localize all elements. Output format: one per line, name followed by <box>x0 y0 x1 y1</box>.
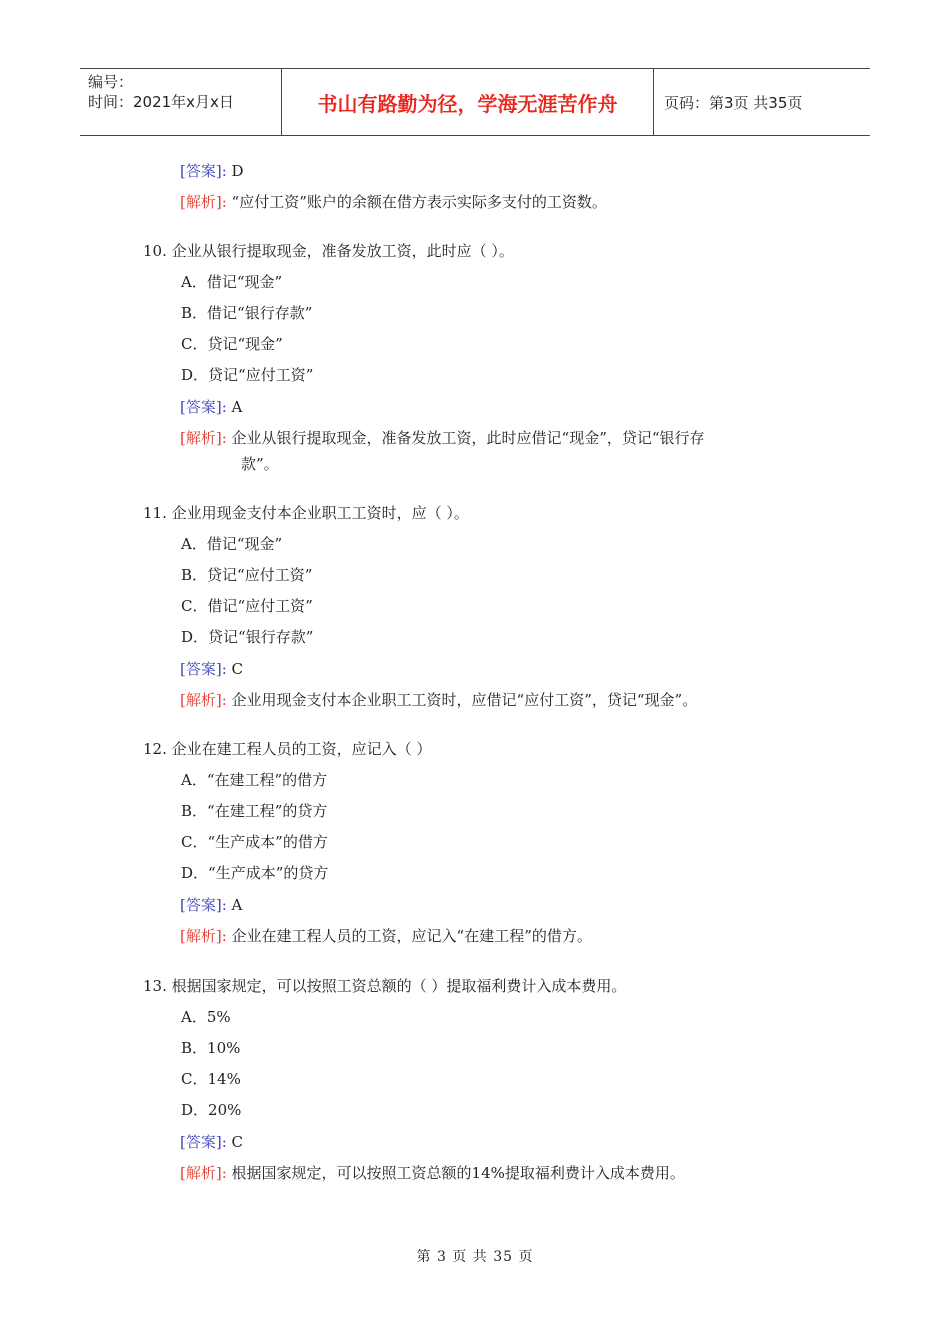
question-stem: 企业在建工程人员的工资，应记入（ ） <box>171 740 432 758</box>
serial-label: 编号： <box>88 73 134 91</box>
option-b: B．贷记“应付工资” <box>181 566 313 584</box>
option-b: B．借记“银行存款” <box>181 304 313 322</box>
question-number: 12. <box>143 740 167 758</box>
question-stem: 根据国家规定，可以按照工资总额的（ ）提取福利费计入成本费用。 <box>171 977 627 995</box>
option-a: A．借记“现金” <box>181 273 283 291</box>
answer-line <box>180 659 243 679</box>
header-motto: 书山有路勤为径，学海无涯苦作舟 <box>282 69 654 135</box>
answer-tag: [答案]: <box>180 1133 227 1151</box>
option-d: D．贷记“银行存款” <box>181 628 314 646</box>
answer-line <box>180 161 244 181</box>
question-number: 11. <box>143 504 167 522</box>
option-d: D．“生产成本”的贷方 <box>181 864 329 882</box>
question-number: 13. <box>143 977 167 995</box>
explanation-tag: [解析]: <box>180 429 227 447</box>
option-a: A．“在建工程”的借方 <box>181 771 328 789</box>
explanation-text: 企业从银行提取现金，准备发放工资，此时应借记“现金”，贷记“银行存 <box>231 429 705 447</box>
explanation-line <box>180 1163 685 1183</box>
question-12 <box>143 739 431 759</box>
page-header <box>80 68 870 136</box>
explanation-line <box>180 428 705 448</box>
option-c: C．借记“应付工资” <box>181 597 313 615</box>
explanation-tag: [解析]: <box>180 1164 227 1182</box>
question-stem: 企业用现金支付本企业职工工资时，应（ ）。 <box>171 504 469 522</box>
explanation-tag: [解析]: <box>180 193 227 211</box>
header-page-info: 页码：第3页 共35页 <box>664 93 803 112</box>
answer-value: A <box>231 896 243 914</box>
explanation-line <box>180 926 592 946</box>
question-10 <box>143 241 514 261</box>
explanation-line <box>180 690 697 710</box>
explanation-text: 根据国家规定，可以按照工资总额的14%提取福利费计入成本费用。 <box>231 1164 685 1182</box>
explanation-text: “应付工资”账户的余额在借方表示实际多支付的工资数。 <box>231 193 607 211</box>
answer-line <box>180 895 242 915</box>
time-label: 时间：2021年x月x日 <box>88 93 234 111</box>
option-a: A．借记“现金” <box>181 535 283 553</box>
option-b: B．10% <box>181 1039 241 1057</box>
answer-value: D <box>231 162 244 180</box>
answer-line <box>180 1132 243 1152</box>
header-meta <box>80 69 282 135</box>
explanation-tag: [解析]: <box>180 927 227 945</box>
answer-line <box>180 397 242 417</box>
question-number: 10. <box>143 242 167 260</box>
answer-value: A <box>231 398 243 416</box>
answer-tag: [答案]: <box>180 398 227 416</box>
answer-value: C <box>231 660 244 678</box>
answer-tag: [答案]: <box>180 660 227 678</box>
explanation-text: 企业用现金支付本企业职工工资时，应借记“应付工资”，贷记“现金”。 <box>231 691 698 709</box>
explanation-line <box>180 192 607 212</box>
option-d: D．贷记“应付工资” <box>181 366 314 384</box>
option-b: B．“在建工程”的贷方 <box>181 802 328 820</box>
option-a: A．5% <box>181 1008 231 1026</box>
option-c: C．贷记“现金” <box>181 335 283 353</box>
explanation-continuation: 款”。 <box>241 455 279 473</box>
answer-value: C <box>231 1133 244 1151</box>
question-11 <box>143 503 469 523</box>
option-d: D．20% <box>181 1101 242 1119</box>
question-13 <box>143 976 626 996</box>
page-footer: 第 3 页 共 35 页 <box>416 1249 534 1265</box>
explanation-text: 企业在建工程人员的工资，应记入“在建工程”的借方。 <box>231 927 592 945</box>
answer-tag: [答案]: <box>180 896 227 914</box>
explanation-tag: [解析]: <box>180 691 227 709</box>
question-stem: 企业从银行提取现金，准备发放工资，此时应（ ）。 <box>171 242 514 260</box>
answer-tag: [答案]: <box>180 162 227 180</box>
option-c: C．“生产成本”的借方 <box>181 833 328 851</box>
option-c: C．14% <box>181 1070 241 1088</box>
